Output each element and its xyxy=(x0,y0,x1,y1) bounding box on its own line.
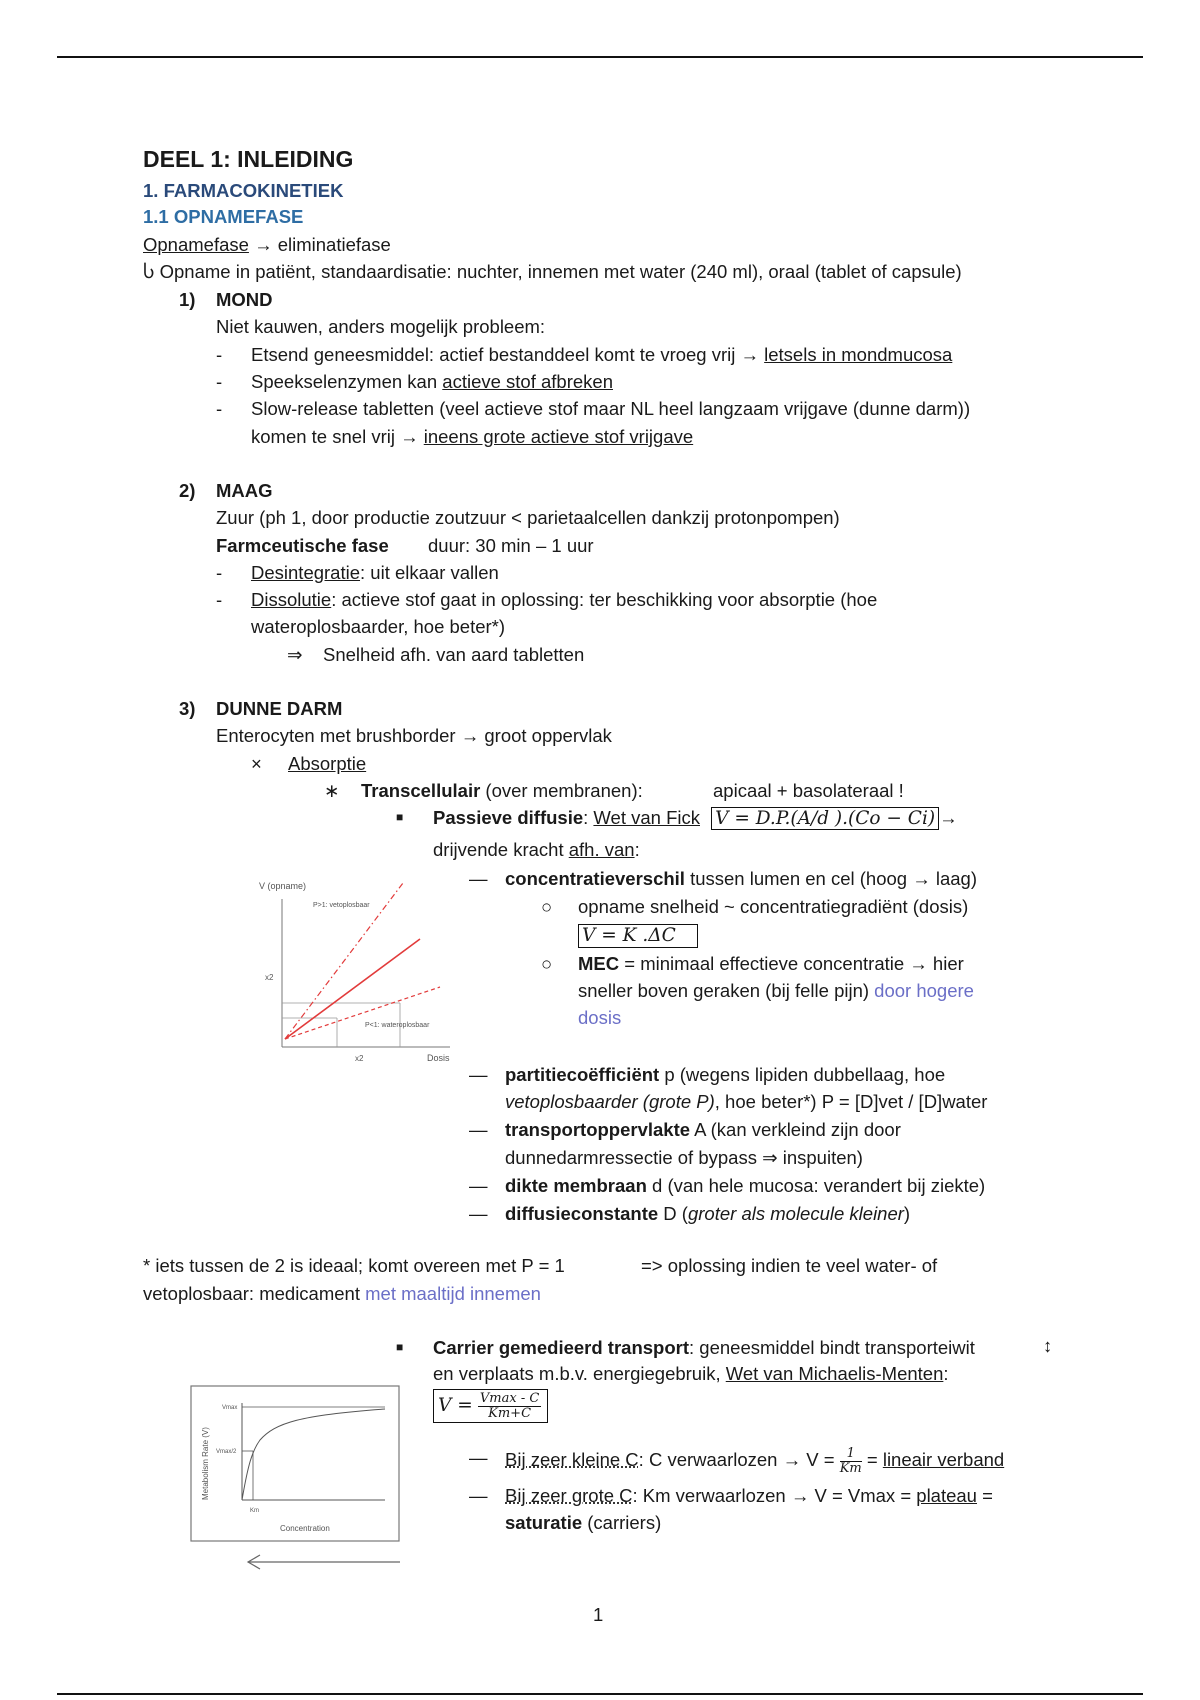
maag-title: MAAG xyxy=(216,480,273,501)
sub-mec-cont2: dosis xyxy=(578,1007,622,1028)
square-bullet: ■ xyxy=(396,810,404,824)
chart2-vmax: Vmax xyxy=(222,1405,238,1411)
case-large-c-cont: saturatie (carriers) xyxy=(505,1512,662,1533)
page-number: 1 xyxy=(593,1604,604,1625)
em-bullet: — xyxy=(469,1447,488,1468)
chart2-half: Vmax/2 xyxy=(216,1449,237,1455)
footnote-line-2: vetoplosbaar: medicament met maaltijd innemen xyxy=(143,1283,541,1304)
factor-dikte: dikte membraan d (van hele mucosa: verandert bij ziekte) xyxy=(505,1175,986,1196)
em-bullet: — xyxy=(469,1064,488,1085)
mond-bullet-2: Speekselenzymen kan actieve stof afbreken xyxy=(251,371,613,392)
factor-partitie: partitiecoëfficiënt p (wegens lipiden dubbellaag, hoe xyxy=(505,1064,946,1085)
em-bullet: — xyxy=(469,1175,488,1196)
case-large-c: Bij zeer grote C: Km verwaarlozen → V = Vmax = plateau = xyxy=(505,1485,993,1506)
case-small-c: Bij zeer kleine C: C verwaarlozen → V = $\frac{1}{Km}$ = lineair verband xyxy=(505,1446,1005,1476)
chapter-heading: 1. FARMACOKINETIEK xyxy=(143,180,344,201)
mond-bullet-3: Slow-release tabletten (veel actieve stof maar NL heel langzaam vrijgave (dunne darm)) xyxy=(251,398,971,419)
factor-oppervlakte: transportoppervlakte A (kan verkleind zijn door xyxy=(505,1119,901,1140)
dunne-title: DUNNE DARM xyxy=(216,698,343,719)
carrier-line-2: en verplaats m.b.v. energiegebruik, Wet van Michaelis-Menten: xyxy=(433,1363,949,1384)
em-bullet: — xyxy=(469,1203,488,1224)
circle-bullet: ○ xyxy=(541,896,553,917)
chart2-xlabel: Concentration xyxy=(280,1524,330,1533)
carrier-line: Carrier gemedieerd transport: geneesmiddel bindt transporteiwit xyxy=(433,1337,975,1358)
circle-bullet: ○ xyxy=(541,953,553,974)
k-formula: V = K .ΔC xyxy=(578,924,698,948)
sub-mec-cont: sneller boven geraken (bij felle pijn) door hogere xyxy=(578,980,974,1001)
footnote-line-1b: => oplossing indien te veel water- of xyxy=(641,1255,938,1276)
dunne-intro: Enterocyten met brushborder → groot oppervlak xyxy=(216,725,612,746)
bottom-rule xyxy=(57,1693,1143,1695)
em-bullet: — xyxy=(469,1119,488,1140)
phase-line: Opnamefase → eliminatiefase xyxy=(143,234,391,255)
maag-intro: Zuur (ph 1, door productie zoutzuur < parietaalcellen dankzij protonpompen) xyxy=(216,507,840,528)
transcellulair-line: Transcellulair (over membranen): xyxy=(361,780,643,801)
maag-number: 2) xyxy=(179,480,196,501)
part-title: DEEL 1: INLEIDING xyxy=(143,146,354,172)
footnote-line-1: * iets tussen de 2 is ideaal; komt overeen met P = 1 xyxy=(143,1255,565,1276)
section-heading: 1.1 OPNAMEFASE xyxy=(143,206,304,227)
factor-diffusie: diffusieconstante D (groter als molecule kleiner) xyxy=(505,1203,911,1224)
maag-bullet-2: Dissolutie: actieve stof gaat in oplossing: ter beschikking voor absorptie (hoe xyxy=(251,589,878,610)
chart2-ylabel: Metabolism Rate (V) xyxy=(201,1427,210,1500)
em-bullet: — xyxy=(469,868,488,889)
dash-bullet: - xyxy=(216,371,223,392)
dash-bullet: - xyxy=(216,562,223,583)
chart1-tick-y: x2 xyxy=(265,973,274,982)
passieve-diffusie-cont: drijvende kracht afh. van: xyxy=(433,839,640,860)
maag-phase: Farmceutische fase xyxy=(216,535,389,556)
dash-bullet: - xyxy=(216,398,223,419)
star-bullet: ∗ xyxy=(324,780,340,801)
updown-arrow: ↕ xyxy=(1043,1335,1053,1356)
mond-number: 1) xyxy=(179,289,196,310)
sub-mec: MEC = minimaal effectieve concentratie → hier xyxy=(578,953,964,974)
mond-intro: Niet kauwen, anders mogelijk probleem: xyxy=(216,316,546,337)
factor-partitie-cont: vetoplosbaarder (grote P), hoe beter*) P = [D]vet / [D]water xyxy=(505,1091,988,1112)
michaelis-menten-formula: V = $\frac{Vmax - C}{Km+C}$ xyxy=(433,1389,548,1423)
dash-bullet: - xyxy=(216,344,223,365)
maag-bullet-2-cont: wateroplosbaarder, hoe beter*) xyxy=(251,616,506,637)
transcellulair-extra: apicaal + basolateraal ! xyxy=(713,780,904,801)
absorptie-heading: Absorptie xyxy=(288,753,367,774)
opname-dosis-chart xyxy=(245,875,460,1065)
dash-bullet: - xyxy=(216,589,223,610)
chart1-xlabel: Dosis xyxy=(427,1053,450,1063)
chart1-label-top: P>1: vetoplosbaar xyxy=(313,902,370,909)
sub-opname-snelheid: opname snelheid ~ concentratiegradiënt (dosis) xyxy=(578,896,969,917)
implies-arrow: ⇒ xyxy=(287,644,303,665)
top-rule xyxy=(57,56,1143,58)
square-bullet: ■ xyxy=(396,1340,404,1354)
chart1-tick-x: x2 xyxy=(355,1054,364,1063)
chart1-ylabel: V (opname) xyxy=(259,881,307,891)
intake-note: Ⴑ Opname in patiënt, standaardisatie: nuchter, innemen met water (240 ml), oraal (tablet of capsule) xyxy=(143,261,962,282)
cross-bullet: × xyxy=(251,753,262,774)
passieve-diffusie-line: Passieve diffusie: Wet van Fick V = D.P.(A/d ).(Co − Ci) → xyxy=(433,807,958,829)
mond-bullet-1: Etsend geneesmiddel: actief bestanddeel komt te vroeg vrij → letsels in mondmucosa xyxy=(251,344,953,365)
maag-bullet-1: Desintegratie: uit elkaar vallen xyxy=(251,562,499,583)
fick-formula: V = D.P.(A/d ).(Co − Ci) xyxy=(711,807,939,830)
michaelis-menten-chart xyxy=(190,1385,400,1585)
maag-conclusion: Snelheid afh. van aard tabletten xyxy=(323,644,585,665)
chart1-label-bottom: P<1: wateroplosbaar xyxy=(365,1022,430,1029)
em-bullet: — xyxy=(469,1485,488,1506)
maag-duration: duur: 30 min – 1 uur xyxy=(428,535,594,556)
dunne-number: 3) xyxy=(179,698,196,719)
mond-title: MOND xyxy=(216,289,273,310)
mond-bullet-3-cont: komen te snel vrij → ineens grote actieve stof vrijgave xyxy=(251,426,694,447)
factor-oppervlakte-cont: dunnedarmressectie of bypass ⇒ inspuiten) xyxy=(505,1147,863,1168)
chart2-km: Km xyxy=(250,1508,259,1514)
factor-concentratie: concentratieverschil tussen lumen en cel (hoog → laag) xyxy=(505,868,978,889)
